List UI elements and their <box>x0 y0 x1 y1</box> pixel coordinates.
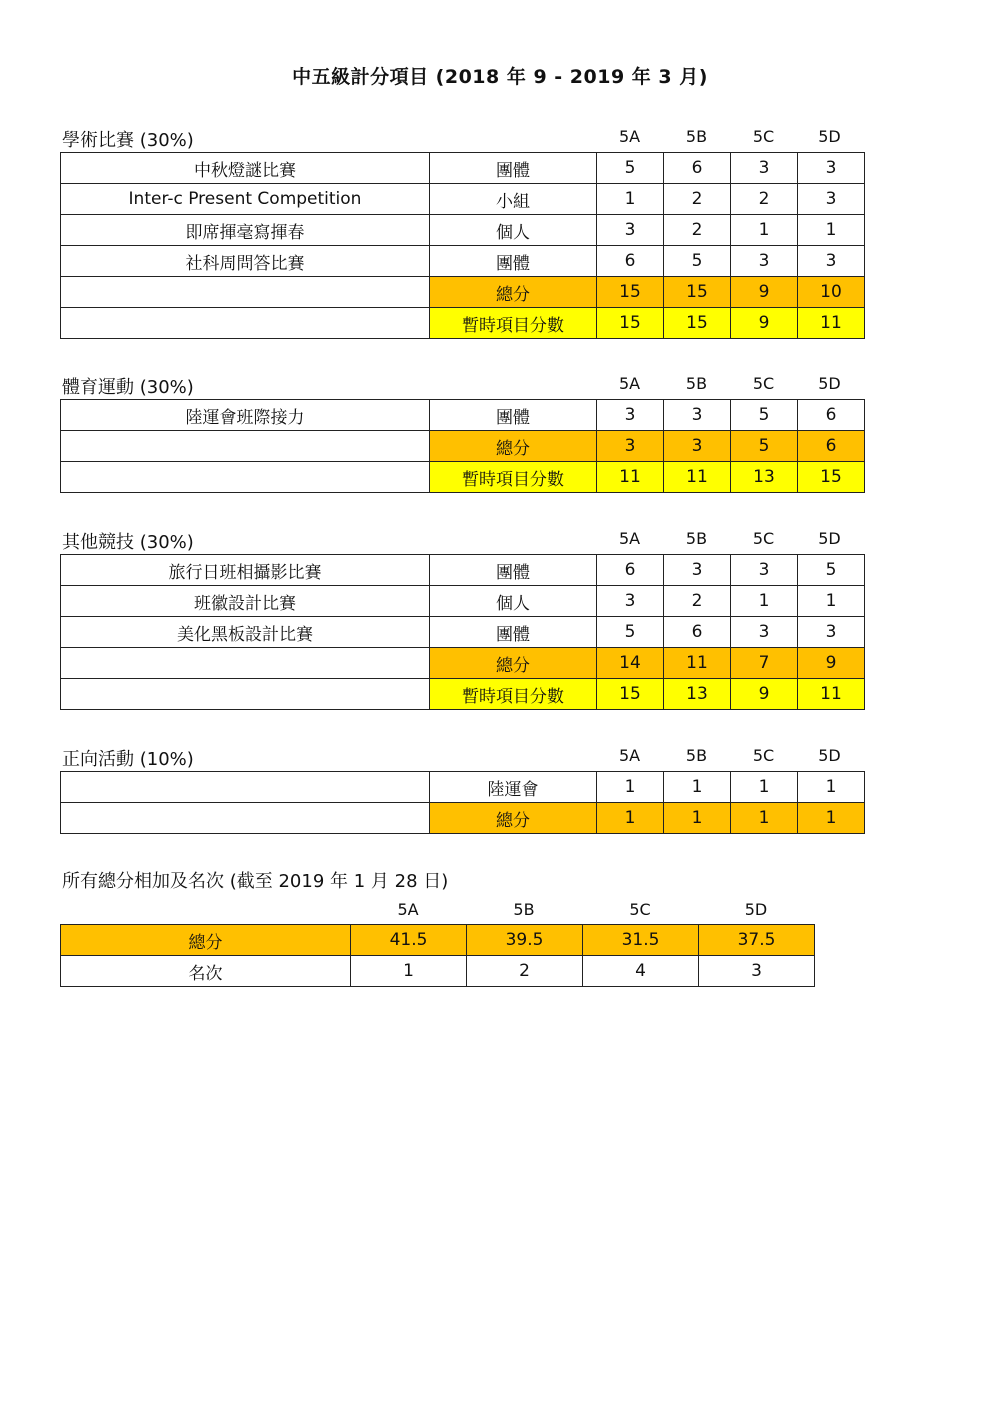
section-academic <box>60 122 865 339</box>
score-cell: 1 <box>731 215 798 246</box>
item-name: 陸運會班際接力 <box>61 400 430 431</box>
item-type: 個人 <box>430 215 597 246</box>
table-row <box>61 555 865 586</box>
item-name: 旅行日班相攝影比賽 <box>61 555 430 586</box>
table-row <box>61 400 865 431</box>
score-cell: 6 <box>597 246 664 277</box>
score-cell: 1 <box>597 772 664 803</box>
total-cell: 3 <box>597 431 664 462</box>
summary-total-label: 總分 <box>61 925 351 956</box>
score-cell: 2 <box>664 586 731 617</box>
blank-cell <box>61 277 430 308</box>
score-cell: 3 <box>731 246 798 277</box>
class-header-5a: 5A <box>618 746 641 765</box>
score-cell: 2 <box>664 184 731 215</box>
total-label: 總分 <box>430 803 597 834</box>
page-title: 中五級計分項目 (2018 年 9 - 2019 年 3 月) <box>292 66 708 88</box>
score-cell: 3 <box>731 617 798 648</box>
total-label: 總分 <box>430 277 597 308</box>
interim-cell: 15 <box>664 308 731 339</box>
class-header-5a: 5A <box>397 900 419 919</box>
score-cell: 6 <box>798 400 865 431</box>
interim-label: 暫時項目分數 <box>430 308 597 339</box>
table-row <box>61 215 865 246</box>
summary-rank-row <box>61 956 815 987</box>
total-cell: 14 <box>597 648 664 679</box>
score-cell: 5 <box>731 400 798 431</box>
blank-cell <box>61 803 430 834</box>
class-header-5a: 5A <box>618 529 641 548</box>
section-title: 體育運動 (30%) <box>62 377 194 398</box>
item-type: 小組 <box>430 184 597 215</box>
item-type: 個人 <box>430 586 597 617</box>
total-cell: 15 <box>597 277 664 308</box>
score-cell: 1 <box>731 772 798 803</box>
rank-cell: 3 <box>699 956 815 987</box>
table-row <box>61 586 865 617</box>
blank-cell <box>61 462 430 493</box>
interim-label: 暫時項目分數 <box>430 679 597 710</box>
interim-row <box>61 308 865 339</box>
item-type: 團體 <box>430 617 597 648</box>
score-cell: 1 <box>731 586 798 617</box>
score-cell: 3 <box>731 555 798 586</box>
summary-total-cell: 39.5 <box>467 925 583 956</box>
section-header <box>60 122 865 152</box>
section-sports <box>60 369 865 493</box>
score-cell: 6 <box>664 153 731 184</box>
class-header-5c: 5C <box>629 900 651 919</box>
table-row <box>61 184 865 215</box>
item-name: 即席揮毫寫揮春 <box>61 215 430 246</box>
rank-cell: 4 <box>583 956 699 987</box>
item-name: Inter-c Present Competition <box>61 184 430 215</box>
item-name: 班徽設計比賽 <box>61 586 430 617</box>
class-header-5b: 5B <box>685 127 708 146</box>
score-cell: 1 <box>597 184 664 215</box>
item-type: 團體 <box>430 555 597 586</box>
summary-rank-label: 名次 <box>61 956 351 987</box>
score-cell: 1 <box>798 772 865 803</box>
interim-cell: 11 <box>798 308 865 339</box>
blank-cell <box>61 679 430 710</box>
item-type: 團體 <box>430 400 597 431</box>
interim-cell: 11 <box>597 462 664 493</box>
score-table <box>60 399 865 493</box>
class-header-5a: 5A <box>618 127 641 146</box>
score-cell: 5 <box>798 555 865 586</box>
summary-total-cell: 41.5 <box>351 925 467 956</box>
score-cell: 3 <box>798 153 865 184</box>
score-cell: 2 <box>731 184 798 215</box>
interim-cell: 15 <box>597 679 664 710</box>
score-table <box>60 152 865 339</box>
score-cell: 3 <box>664 555 731 586</box>
section-title: 學術比賽 (30%) <box>62 130 194 151</box>
score-cell: 3 <box>597 215 664 246</box>
interim-cell: 13 <box>731 462 798 493</box>
summary-title: 所有總分相加及名次 (截至 2019 年 1 月 28 日) <box>62 871 449 892</box>
item-name: 中秋燈謎比賽 <box>61 153 430 184</box>
item-name: 美化黑板設計比賽 <box>61 617 430 648</box>
total-cell: 1 <box>731 803 798 834</box>
item-type: 團體 <box>430 246 597 277</box>
score-cell: 6 <box>597 555 664 586</box>
item-type: 陸運會 <box>430 772 597 803</box>
class-header-5b: 5B <box>685 746 708 765</box>
total-row <box>61 648 865 679</box>
section-summary <box>60 864 815 987</box>
total-label: 總分 <box>430 431 597 462</box>
class-header-5d: 5D <box>818 529 841 548</box>
section-title: 正向活動 (10%) <box>62 749 194 770</box>
interim-row <box>61 679 865 710</box>
score-cell: 3 <box>597 586 664 617</box>
score-cell: 3 <box>798 184 865 215</box>
blank-cell <box>61 431 430 462</box>
interim-cell: 9 <box>731 679 798 710</box>
score-cell: 1 <box>798 586 865 617</box>
section-other-competitions <box>60 524 865 710</box>
score-cell: 1 <box>664 772 731 803</box>
total-cell: 11 <box>664 648 731 679</box>
summary-table <box>60 924 815 987</box>
total-row <box>61 277 865 308</box>
table-row <box>61 617 865 648</box>
blank-cell <box>61 648 430 679</box>
total-cell: 7 <box>731 648 798 679</box>
score-table <box>60 554 865 710</box>
summary-total-row <box>61 925 815 956</box>
total-cell: 6 <box>798 431 865 462</box>
class-header-5d: 5D <box>818 374 841 393</box>
score-cell: 5 <box>597 153 664 184</box>
item-name <box>61 772 430 803</box>
class-header-5c: 5C <box>752 374 775 393</box>
interim-cell: 15 <box>798 462 865 493</box>
item-type: 團體 <box>430 153 597 184</box>
interim-label: 暫時項目分數 <box>430 462 597 493</box>
summary-header <box>60 864 815 894</box>
interim-cell: 11 <box>664 462 731 493</box>
score-cell: 6 <box>664 617 731 648</box>
table-row <box>61 153 865 184</box>
class-header-5c: 5C <box>752 127 775 146</box>
score-cell: 2 <box>664 215 731 246</box>
class-header-5d: 5D <box>818 127 841 146</box>
interim-cell: 9 <box>731 308 798 339</box>
rank-cell: 2 <box>467 956 583 987</box>
class-header-5d: 5D <box>818 746 841 765</box>
score-cell: 3 <box>664 400 731 431</box>
section-title: 其他競技 (30%) <box>62 532 194 553</box>
score-cell: 3 <box>798 617 865 648</box>
total-label: 總分 <box>430 648 597 679</box>
section-positive-activities <box>60 741 865 834</box>
total-cell: 5 <box>731 431 798 462</box>
summary-total-cell: 37.5 <box>699 925 815 956</box>
class-header-5c: 5C <box>752 746 775 765</box>
summary-class-header <box>60 894 815 924</box>
interim-cell: 13 <box>664 679 731 710</box>
table-row <box>61 772 865 803</box>
score-cell: 5 <box>664 246 731 277</box>
total-cell: 1 <box>597 803 664 834</box>
class-header-5c: 5C <box>752 529 775 548</box>
score-cell: 1 <box>798 215 865 246</box>
score-cell: 3 <box>597 400 664 431</box>
total-cell: 1 <box>664 803 731 834</box>
total-cell: 3 <box>664 431 731 462</box>
interim-row <box>61 462 865 493</box>
class-header-5a: 5A <box>618 374 641 393</box>
class-header-5b: 5B <box>685 374 708 393</box>
score-cell: 5 <box>597 617 664 648</box>
total-cell: 1 <box>798 803 865 834</box>
score-table <box>60 771 865 834</box>
rank-cell: 1 <box>351 956 467 987</box>
class-header-5d: 5D <box>744 900 768 919</box>
section-header <box>60 741 865 771</box>
section-header <box>60 369 865 399</box>
blank-cell <box>61 308 430 339</box>
table-row <box>61 246 865 277</box>
total-cell: 10 <box>798 277 865 308</box>
score-cell: 3 <box>798 246 865 277</box>
interim-cell: 15 <box>597 308 664 339</box>
class-header-5b: 5B <box>685 529 708 548</box>
total-cell: 15 <box>664 277 731 308</box>
interim-cell: 11 <box>798 679 865 710</box>
total-cell: 9 <box>731 277 798 308</box>
class-header-5b: 5B <box>513 900 535 919</box>
total-row <box>61 803 865 834</box>
total-cell: 9 <box>798 648 865 679</box>
score-cell: 3 <box>731 153 798 184</box>
section-header <box>60 524 865 554</box>
summary-total-cell: 31.5 <box>583 925 699 956</box>
total-row <box>61 431 865 462</box>
item-name: 社科周問答比賽 <box>61 246 430 277</box>
